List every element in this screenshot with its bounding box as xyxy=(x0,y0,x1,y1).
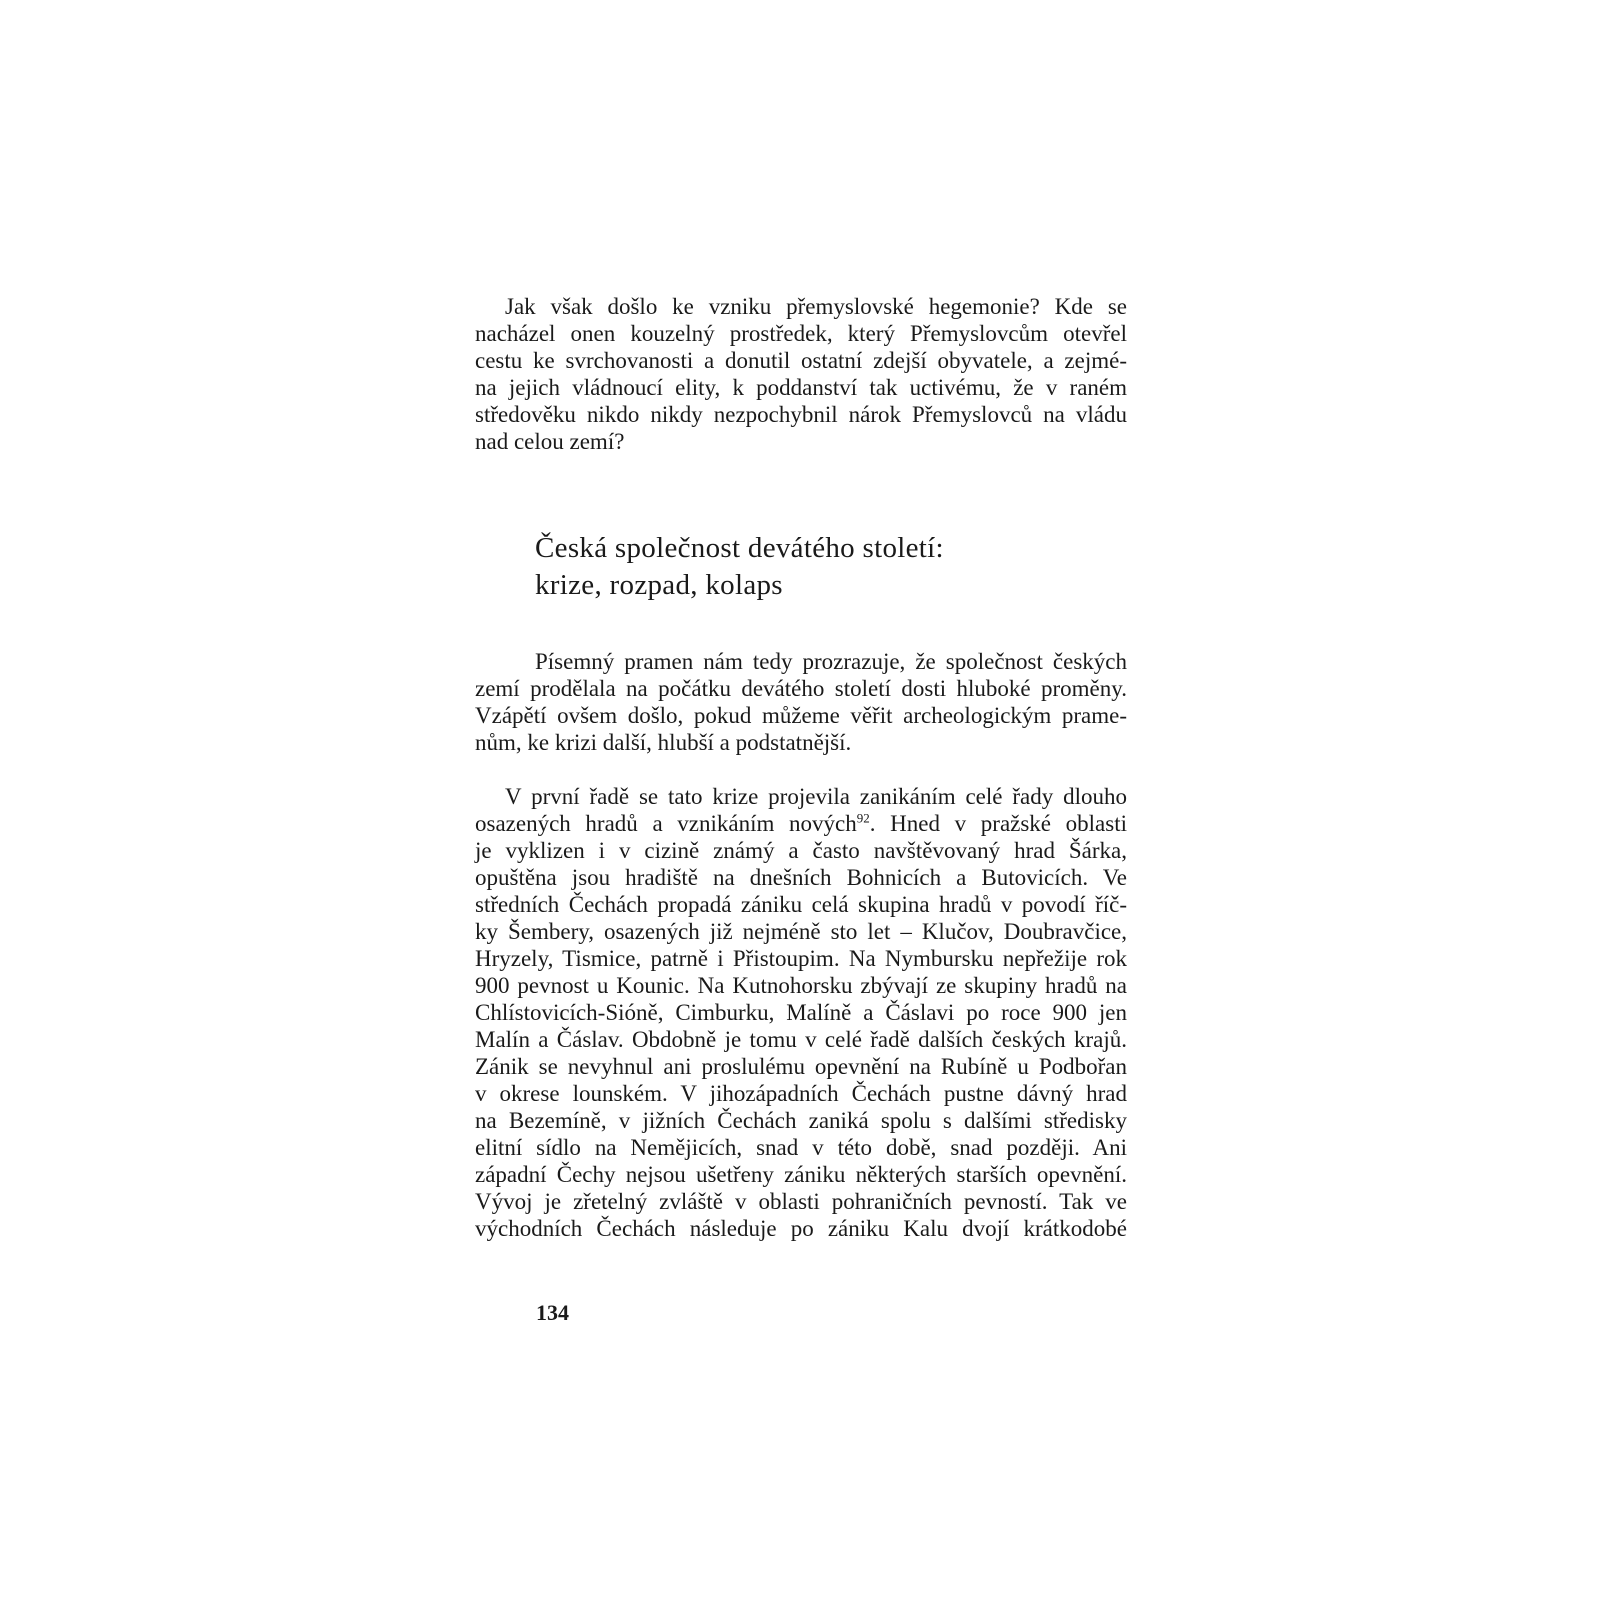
text-line: 900 pevnost u Kounic. Na Kutnohorsku zbývají ze skupiny hradů na xyxy=(475,973,1127,998)
text-line: je vyklizen i v cizině známý a často navštěvovaný hrad Šárka, xyxy=(475,838,1127,863)
section-heading-line-1: Česká společnost devátého století: xyxy=(535,532,944,564)
text-line: na jejich vládnoucí elity, k poddanství tak uctivému, že v raném xyxy=(475,375,1127,400)
text-line: v okrese lounském. V jihozápadních Čechách pustne dávný hrad xyxy=(475,1081,1127,1106)
text-line: středních Čechách propadá zániku celá skupina hradů v povodí říč- xyxy=(475,892,1127,917)
text-line: opuštěna jsou hradiště na dnešních Bohnicích a Butovicích. Ve xyxy=(475,865,1127,890)
text-fragment: osazených hradů a vznikáním nových xyxy=(475,811,857,836)
text-line: východních Čechách následuje po zániku Kalu dvojí krátkodobé xyxy=(475,1216,1127,1241)
text-line: Písemný pramen nám tedy prozrazuje, že společnost českých xyxy=(535,649,1127,674)
text-line: ky Šembery, osazených již nejméně sto let – Klučov, Doubravčice, xyxy=(475,919,1127,944)
paragraph-1 xyxy=(475,648,1127,756)
text-line: zemí prodělala na počátku devátého století dosti hluboké proměny. xyxy=(475,676,1127,701)
text-line: Vývoj je zřetelný zvláště v oblasti pohraničních pevností. Tak ve xyxy=(475,1189,1127,1214)
section-heading-line-2: krize, rozpad, kolaps xyxy=(535,569,783,601)
text-line: Chlístovicích-Sióně, Cimburku, Malíně a Čáslavi po roce 900 jen xyxy=(475,1000,1127,1025)
footnote-reference[interactable]: 92 xyxy=(856,810,870,826)
text-line: Vzápětí ovšem došlo, pokud můžeme věřit archeologickým prame- xyxy=(475,703,1127,728)
section-heading xyxy=(535,530,1095,604)
text-line: Zánik se nevyhnul ani proslulému opevnění na Rubíně u Podbořan xyxy=(475,1054,1127,1079)
paragraph-2 xyxy=(475,783,1127,1242)
intro-paragraph xyxy=(475,293,1127,455)
text-line: Jak však došlo ke vzniku přemyslovské hegemonie? Kde se xyxy=(505,294,1127,319)
text-line: západní Čechy nejsou ušetřeny zániku některých starších opevnění. xyxy=(475,1162,1127,1187)
text-line: Hryzely, Tismice, patrně i Přistoupim. Na Nymbursku nepřežije rok xyxy=(475,946,1127,971)
page-number: 134 xyxy=(536,1300,569,1325)
text-line: elitní sídlo na Nemějicích, snad v této době, snad později. Ani xyxy=(475,1135,1127,1160)
text-line: nacházel onen kouzelný prostředek, který Přemyslovcům otevřel xyxy=(475,321,1127,346)
text-line: nům, ke krizi další, hlubší a podstatnější. xyxy=(475,730,852,755)
text-fragment: . Hned v pražské oblasti xyxy=(869,811,1127,836)
text-line-with-footnote xyxy=(475,810,1127,837)
text-line: nad celou zemí? xyxy=(475,429,625,454)
text-line: cestu ke svrchovanosti a donutil ostatní zdejší obyvatele, a zejmé- xyxy=(475,348,1127,373)
text-line: středověku nikdo nikdy nezpochybnil nárok Přemyslovců na vládu xyxy=(475,402,1127,427)
text-line: V první řadě se tato krize projevila zanikáním celé řady dlouho xyxy=(505,784,1127,809)
text-line: Malín a Čáslav. Obdobně je tomu v celé řadě dalších českých krajů. xyxy=(475,1027,1127,1052)
text-line: na Bezemíně, v jižních Čechách zaniká spolu s dalšími středisky xyxy=(475,1108,1127,1133)
